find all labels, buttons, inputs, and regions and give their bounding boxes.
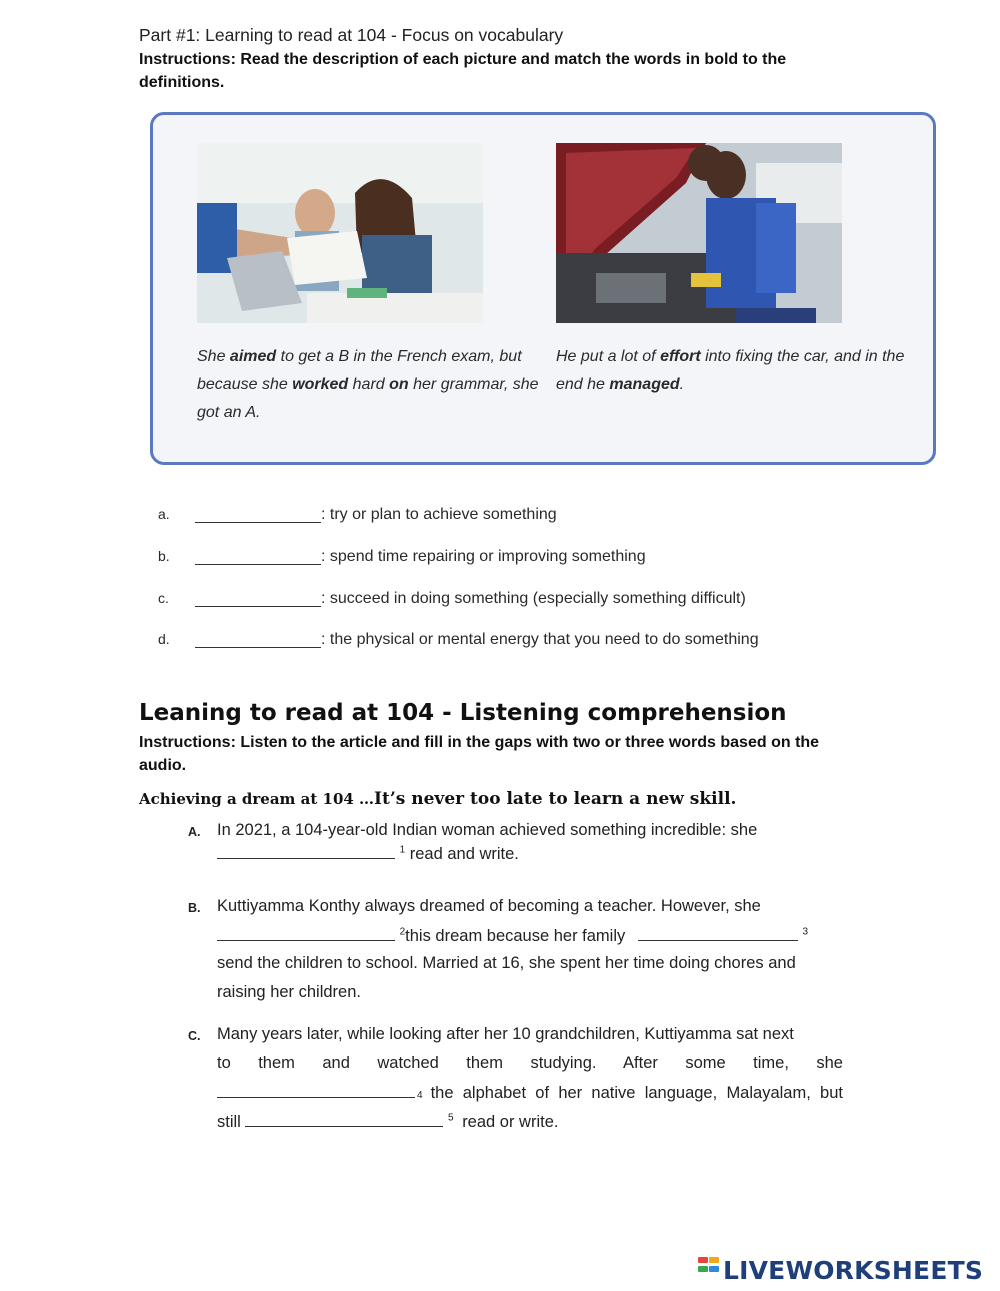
match-definition: : the physical or mental energy that you need to do something — [321, 631, 759, 648]
match-definition: : spend time repairing or improving something — [321, 548, 646, 565]
paragraph-b-text: this dream because her family — [405, 927, 626, 945]
article-title-part1: Achieving a dream at 104 … — [139, 790, 375, 808]
logo-text: LIVEWORKSHEETS — [723, 1255, 984, 1285]
left-picture-caption: She aimed to get a B in the French exam, but because she worked hard on her grammar, she got an A. — [197, 348, 539, 421]
logo-tile — [698, 1266, 708, 1272]
gap-number: 1 — [399, 844, 406, 856]
liveworksheets-logo — [698, 1255, 983, 1285]
section2-title: Leaning to read at 104 - Listening comprehension — [139, 700, 787, 726]
paragraph-b-line3: send the children to school. Married at 16, she spent her time doing chores and — [217, 954, 796, 972]
students-exam-photo — [197, 143, 483, 323]
paragraph-label: B. — [188, 901, 201, 915]
article-title — [139, 789, 736, 809]
paragraph-a — [188, 821, 843, 881]
paragraph-b-line4: raising her children. — [217, 983, 361, 1001]
paragraph-c-line1: Many years later, while looking after her 10 grandchildren, Kuttiyamma sat next — [217, 1025, 794, 1043]
answer-blank-b[interactable] — [195, 564, 321, 565]
gap-3[interactable] — [638, 925, 798, 941]
gap-number: 2 — [399, 926, 406, 938]
match-letter: a. — [158, 506, 170, 522]
paragraph-c-line3 — [217, 1082, 843, 1103]
paragraph-c-text: read or write. — [462, 1113, 559, 1131]
gap-4[interactable] — [217, 1082, 415, 1098]
paragraph-b — [188, 897, 843, 1007]
answer-blank-d[interactable] — [195, 647, 321, 648]
gap-number: 4 — [417, 1090, 423, 1101]
gap-2[interactable] — [217, 925, 395, 941]
article-title-part2: It’s never too late to learn a new skill. — [374, 789, 737, 809]
paragraph-a-line1: In 2021, a 104-year-old Indian woman achieved something incredible: she — [217, 821, 758, 839]
logo-tile — [698, 1257, 708, 1263]
paragraph-label: A. — [188, 825, 201, 839]
logo-tile — [709, 1266, 719, 1272]
paragraph-c-text: the alphabet of her native language, Malayalam, but — [430, 1084, 843, 1102]
answer-blank-a[interactable] — [195, 522, 321, 523]
paragraph-b-line1: Kuttiyamma Konthy always dreamed of becoming a teacher. However, she — [217, 897, 761, 915]
paragraph-a-line2 — [217, 843, 843, 864]
gap-number: 5 — [448, 1112, 454, 1124]
gap-number: 3 — [802, 926, 809, 938]
part1-title: Part #1: Learning to read at 104 - Focus on vocabulary — [139, 25, 564, 45]
match-definition: : succeed in doing something (especially something difficult) — [321, 590, 746, 607]
paragraph-c-line4 — [217, 1111, 843, 1132]
right-picture-caption: He put a lot of effort into fixing the car, and in the end he managed. — [556, 348, 905, 393]
paragraph-a-text: read and write. — [409, 845, 519, 863]
logo-tile — [709, 1257, 719, 1263]
match-letter: c. — [158, 590, 169, 606]
gap-5[interactable] — [245, 1111, 443, 1127]
paragraph-b-line2 — [217, 925, 843, 946]
match-definition: : try or plan to achieve something — [321, 506, 557, 523]
logo-icon — [698, 1257, 720, 1283]
paragraph-c-prefix: still — [217, 1113, 241, 1131]
match-letter: b. — [158, 548, 170, 564]
match-letter: d. — [158, 631, 170, 647]
mechanic-car-photo — [556, 143, 842, 323]
paragraph-c — [188, 1025, 843, 1140]
paragraph-label: C. — [188, 1029, 201, 1043]
answer-blank-c[interactable] — [195, 606, 321, 607]
part1-instructions: Instructions: Read the description of each picture and match the words in bold to the definitions. — [139, 51, 787, 91]
gap-1[interactable] — [217, 843, 395, 859]
section2-instructions: Instructions: Listen to the article and fill in the gaps with two or three words based on the audio. — [139, 734, 820, 774]
paragraph-c-line2: to them and watched them studying. After some time, she — [217, 1054, 843, 1072]
